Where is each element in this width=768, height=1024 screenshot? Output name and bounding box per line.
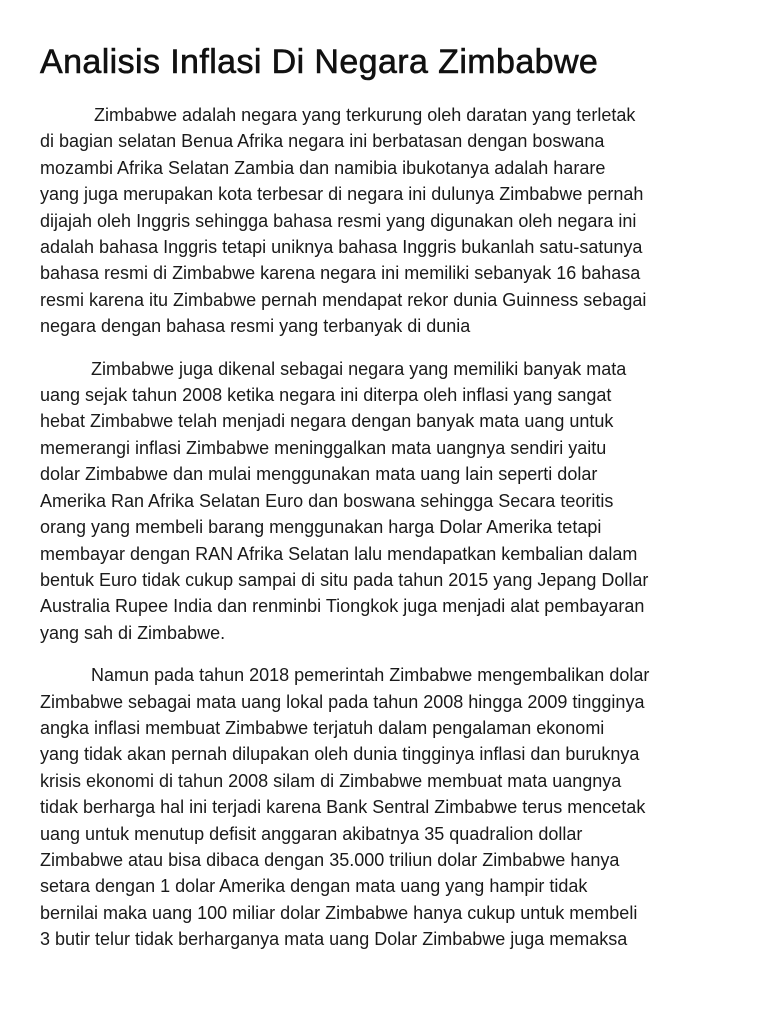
text-line: Amerika Ran Afrika Selatan Euro dan boswana sehingga Secara teoritis xyxy=(40,490,614,511)
text-line: angka inflasi membuat Zimbabwe terjatuh dalam pengalaman ekonomi xyxy=(40,717,605,738)
text-line: Namun pada tahun 2018 pemerintah Zimbabwe mengembalikan dolar xyxy=(91,665,650,686)
text-line: uang untuk menutup defisit anggaran akibatnya 35 quadralion dollar xyxy=(40,823,583,844)
paragraph xyxy=(40,662,730,952)
text-line: negara dengan bahasa resmi yang terbanyak di dunia xyxy=(40,316,471,337)
text-line: bernilai maka uang 100 miliar dolar Zimbabwe hanya cukup untuk membeli xyxy=(40,902,638,923)
paragraph xyxy=(40,356,730,646)
text-line: 3 butir telur tidak berharganya mata uang Dolar Zimbabwe juga memaksa xyxy=(40,929,628,950)
document-title: Analisis Inflasi Di Negara Zimbabwe xyxy=(40,43,599,81)
text-line: yang tidak akan pernah dilupakan oleh dunia tingginya inflasi dan buruknya xyxy=(40,744,640,765)
text-line: Zimbabwe juga dikenal sebagai negara yang memiliki banyak mata xyxy=(91,358,627,379)
text-line: orang yang membeli barang menggunakan harga Dolar Amerika tetapi xyxy=(40,517,602,538)
text-line: yang juga merupakan kota terbesar di negara ini dulunya Zimbabwe pernah xyxy=(40,184,644,205)
text-line: tidak berharga hal ini terjadi karena Bank Sentral Zimbabwe terus mencetak xyxy=(40,797,646,818)
text-line: bentuk Euro tidak cukup sampai di situ pada tahun 2015 yang Jepang Dollar xyxy=(40,569,649,590)
text-line: Zimbabwe adalah negara yang terkurung oleh daratan yang terletak xyxy=(94,105,636,125)
document-page xyxy=(40,38,730,953)
paragraph xyxy=(40,102,730,340)
text-line: krisis ekonomi di tahun 2008 silam di Zimbabwe membuat mata uangnya xyxy=(40,770,622,791)
text-line: yang sah di Zimbabwe. xyxy=(40,622,226,643)
text-line: dijajah oleh Inggris sehingga bahasa resmi yang digunakan oleh negara ini xyxy=(40,210,637,231)
text-line: mozambi Afrika Selatan Zambia dan namibia ibukotanya adalah harare xyxy=(40,157,606,178)
text-line: membayar dengan RAN Afrika Selatan lalu mendapatkan kembalian dalam xyxy=(40,543,638,564)
text-line: memerangi inflasi Zimbabwe meninggalkan mata uangnya sendiri yaitu xyxy=(40,437,607,458)
text-line: bahasa resmi di Zimbabwe karena negara ini memiliki sebanyak 16 bahasa xyxy=(40,263,641,284)
text-line: Zimbabwe sebagai mata uang lokal pada tahun 2008 hingga 2009 tingginya xyxy=(40,691,645,712)
text-line: di bagian selatan Benua Afrika negara ini berbatasan dengan boswana xyxy=(40,131,605,152)
text-line: hebat Zimbabwe telah menjadi negara dengan banyak mata uang untuk xyxy=(40,411,614,432)
text-line: setara dengan 1 dolar Amerika dengan mata uang yang hampir tidak xyxy=(40,876,588,897)
text-line: uang sejak tahun 2008 ketika negara ini diterpa oleh inflasi yang sangat xyxy=(40,385,612,406)
text-line: adalah bahasa Inggris tetapi uniknya bahasa Inggris bukanlah satu-satunya xyxy=(40,237,643,258)
text-line: Australia Rupee India dan renminbi Tiongkok juga menjadi alat pembayaran xyxy=(40,596,645,617)
text-line: resmi karena itu Zimbabwe pernah mendapat rekor dunia Guinness sebagai xyxy=(40,289,647,310)
text-line: dolar Zimbabwe dan mulai menggunakan mata uang lain seperti dolar xyxy=(40,464,598,485)
text-line: Zimbabwe atau bisa dibaca dengan 35.000 triliun dolar Zimbabwe hanya xyxy=(40,849,620,870)
